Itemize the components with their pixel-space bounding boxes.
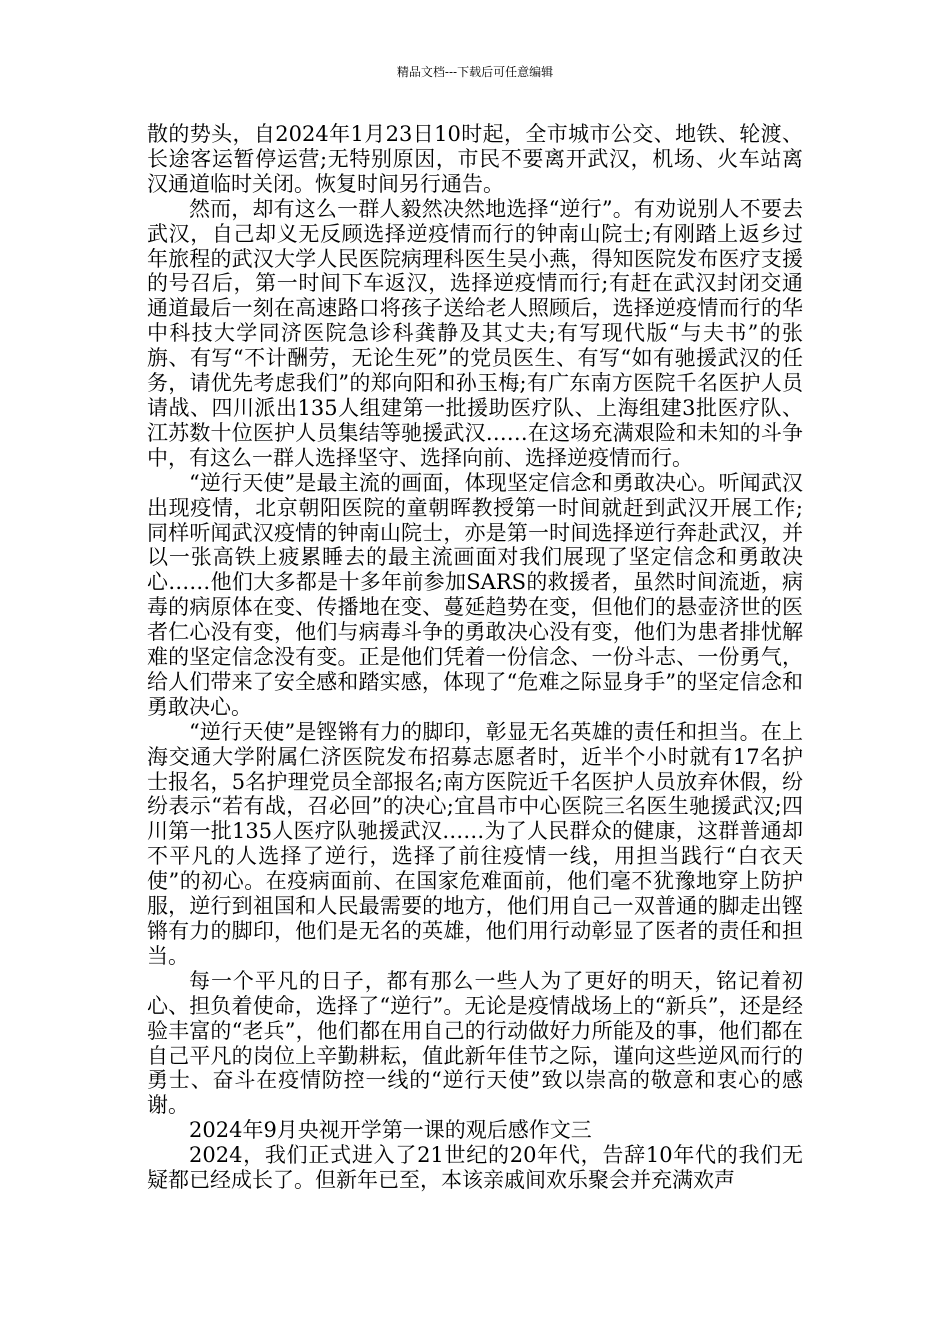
paragraph: 2024，我们正式进入了21世纪的20年代，告辞10年代的我们无疑都已经成长了。但新年已至，本该亲戚间欢乐聚会并充满欢声	[147, 1143, 803, 1193]
paragraph: “逆行天使”是铿锵有力的脚印，彰显无名英雄的责任和担当。在上海交通大学附属仁济医院发布招募志愿者时，近半个小时就有17名护士报名，5名护理党员全部报名;南方医院近千名医护人员放弃休假，纷纷表示“若有战，召必回”的决心;宜昌市中心医院三名医生驰援武汉;四川第一批135人医疗队驰援武汉……为了人民群众的健康，这群普通却不平凡的人选择了逆行，选择了前往疫情一线，用担当践行“白衣天使”的初心。在疫病面前、在国家危难面前，他们毫不犹豫地穿上防护服，逆行到祖国和人民最需要的地方，他们用自己一双普通的脚走出铿锵有力的脚印，他们是无名的英雄，他们用行动彰显了医者的责任和担当。	[147, 719, 803, 968]
paragraph-continuation: 散的势头，自2024年1月23日10时起，全市城市公交、地铁、轮渡、长途客运暂停运营;无特别原因，市民不要离开武汉，机场、火车站离汉通道临时关闭。恢复时间另行通告。	[147, 122, 803, 196]
paragraph: “逆行天使”是最主流的画面，体现坚定信念和勇敢决心。听闻武汉出现疫情，北京朝阳医院的童朝晖教授第一时间就赶到武汉开展工作;同样听闻武汉疫情的钟南山院士，亦是第一时间选择逆行奔赴武汉，并以一张高铁上疲累睡去的最主流画面对我们展现了坚定信念和勇敢决心……他们大多都是十多年前参加SARS的救援者，虽然时间流逝，病毒的病原体在变、传播地在变、蔓延趋势在变，但他们的悬壶济世的医者仁心没有变，他们与病毒斗争的勇敢决心没有变，他们为患者排忧解难的坚定信念没有变。正是他们凭着一份信念、一份斗志、一份勇气，给人们带来了安全感和踏实感，体现了“危难之际显身手”的坚定信念和勇敢决心。	[147, 470, 803, 719]
page-header: 精品文档---下载后可任意编辑	[396, 65, 554, 79]
paragraph: 然而，却有这么一群人毅然决然地选择“逆行”。有劝说别人不要去武汉，自己却义无反顾选择逆疫情而行的钟南山院士;有刚踏上返乡过年旅程的武汉大学人民医院病理科医生吴小燕，得知医院发布医疗支援的号召后，第一时间下车返汉，选择逆疫情而行;有赶在武汉封闭交通通道最后一刻在高速路口将孩子送给老人照顾后，选择逆疫情而行的华中科技大学同济医院急诊科龚静及其丈夫;有写现代版“与夫书”的张旃、有写“不计酬劳，无论生死”的党员医生、有写“如有驰援武汉的任务，请优先考虑我们”的郑向阳和孙玉梅;有广东南方医院千名医护人员请战、四川派出135人组建第一批援助医疗队、上海组建3批医疗队、江苏数十位医护人员集结等驰援武汉……在这场充满艰险和未知的斗争中，有这么一群人选择坚守、选择向前、选择逆疫情而行。	[147, 196, 803, 470]
document-body	[147, 122, 803, 1193]
paragraph: 每一个平凡的日子，都有那么一些人为了更好的明天，铭记着初心、担负着使命，选择了“逆行”。无论是疫情战场上的“新兵”，还是经验丰富的“老兵”，他们都在用自己的行动做好力所能及的事，他们都在自己平凡的岗位上辛勤耕耘，值此新年佳节之际，谨向这些逆风而行的勇士、奋斗在疫情防控一线的“逆行天使”致以崇高的敬意和衷心的感谢。	[147, 968, 803, 1118]
section-title: 2024年9月央视开学第一课的观后感作文三	[189, 1118, 592, 1143]
